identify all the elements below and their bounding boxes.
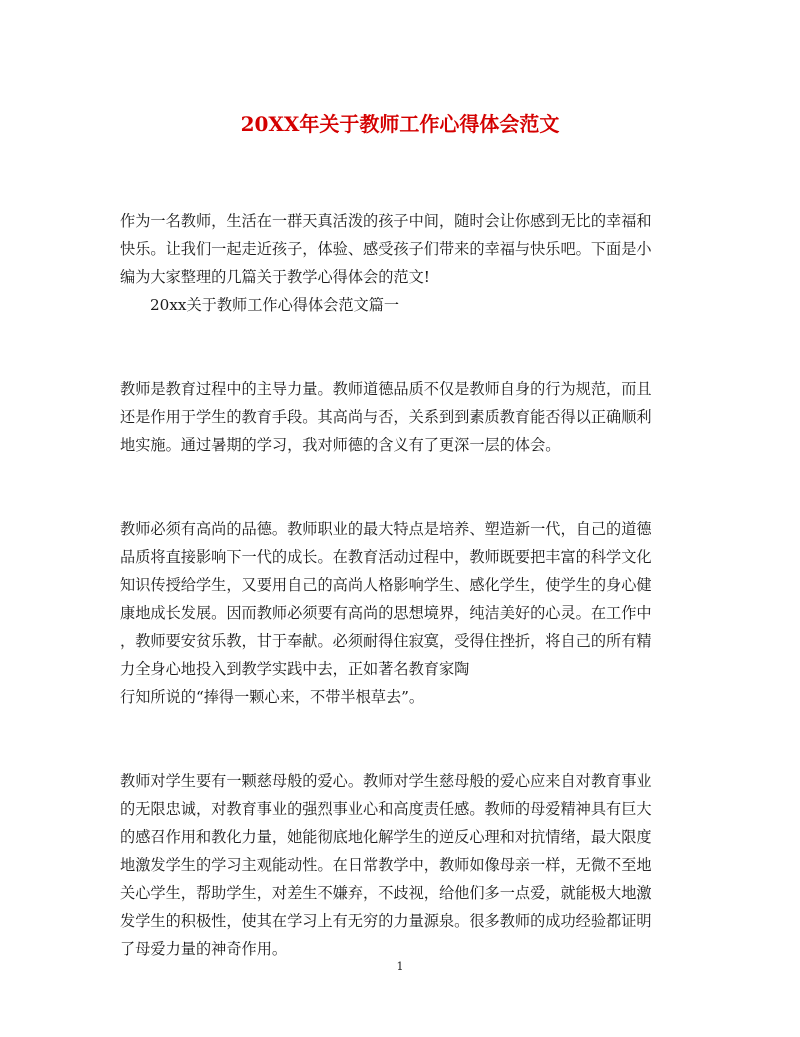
paragraph-1 — [120, 375, 686, 459]
blank-line — [120, 487, 686, 515]
text-line: 快乐。让我们一起走近孩子，体验、感受孩子们带来的幸福与快乐吧。下面是小 — [120, 240, 652, 258]
paragraph-3 — [120, 767, 686, 963]
text-line: 还是作用于学生的教育手段。其高尚与否，关系到到素质教育能否得以正确顺利 — [120, 408, 652, 426]
document-title: 20XX年关于教师工作心得体会范文 — [240, 112, 560, 136]
section-subtitle: 20xx关于教师工作心得体会范文篇一 — [150, 296, 400, 314]
text-line: 教师对学生要有一颗慈母般的爱心。教师对学生慈母般的爱心应来自对教育事业 — [120, 772, 652, 790]
text-line: ，教师要安贫乐教，甘于奉献。必须耐得住寂寞，受得住挫折，将自己的所有精 — [120, 632, 652, 650]
text-line: 康地成长发展。因而教师必须要有高尚的思想境界，纯洁美好的心灵。在工作中 — [120, 604, 652, 622]
text-line: 品质将直接影响下一代的成长。在教育活动过程中，教师既要把丰富的科学文化 — [120, 548, 652, 566]
text-line: 行知所说的“捧得一颗心来，不带半根草去”。 — [120, 688, 425, 706]
blank-line — [120, 319, 686, 347]
text-line: 了母爱力量的神奇作用。 — [120, 940, 288, 958]
blank-line — [120, 711, 686, 739]
text-line: 地激发学生的学习主观能动性。在日常教学中，教师如像母亲一样，无微不至地 — [120, 856, 652, 874]
text-line: 的感召作用和教化力量，她能彻底地化解学生的逆反心理和对抗情绪，最大限度 — [120, 828, 652, 846]
text-line: 发学生的积极性，使其在学习上有无穷的力量源泉。很多教师的成功经验都证明 — [120, 912, 652, 930]
text-line: 知识传授给学生，又要用自己的高尚人格影响学生、感化学生，使学生的身心健 — [120, 576, 652, 594]
text-line: 教师必须有高尚的品德。教师职业的最大特点是培养、塑造新一代，自己的道德 — [120, 520, 652, 538]
text-line: 的无限忠诚，对教育事业的强烈事业心和高度责任感。教师的母爱精神具有巨大 — [120, 800, 652, 818]
text-line: 编为大家整理的几篇关于教学心得体会的范文! — [120, 268, 430, 286]
intro-paragraph — [120, 207, 686, 291]
blank-line — [120, 459, 686, 487]
blank-line — [120, 347, 686, 375]
paragraph-2 — [120, 515, 686, 711]
document-body — [120, 207, 686, 963]
blank-line — [120, 739, 686, 767]
text-line: 地实施。通过暑期的学习，我对师德的含义有了更深一层的体会。 — [120, 436, 561, 454]
page-number: 1 — [396, 960, 404, 973]
text-line: 关心学生，帮助学生，对差生不嫌弃，不歧视，给他们多一点爱，就能极大地激 — [120, 884, 652, 902]
text-line: 力全身心地投入到教学实践中去，正如著名教育家陶 — [120, 660, 470, 678]
text-line: 作为一名教师，生活在一群天真活泼的孩子中间，随时会让你感到无比的幸福和 — [120, 212, 652, 230]
text-line: 教师是教育过程中的主导力量。教师道德品质不仅是教师自身的行为规范，而且 — [120, 380, 652, 398]
